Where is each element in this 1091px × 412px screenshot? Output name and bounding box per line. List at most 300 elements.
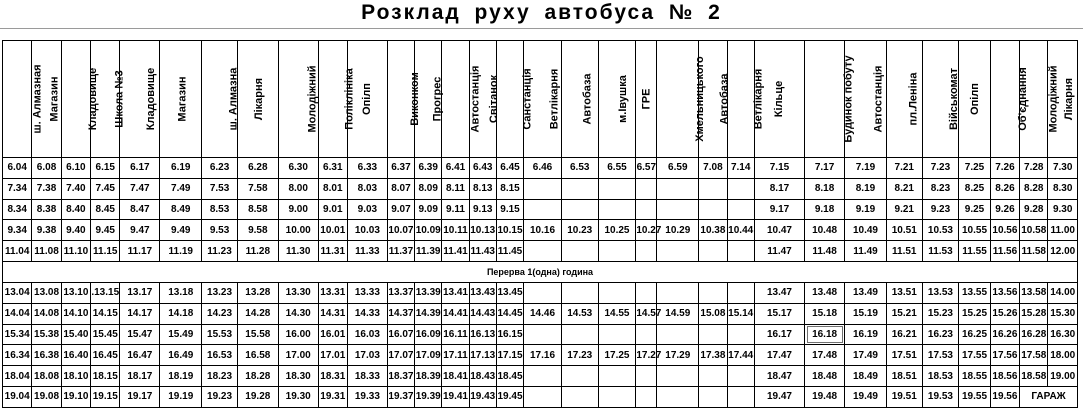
time-cell[interactable] [561, 241, 598, 262]
time-cell[interactable]: 19.23 [202, 386, 238, 407]
time-cell[interactable]: 19.48 [805, 386, 845, 407]
time-cell[interactable]: 17.44 [727, 345, 754, 366]
time-cell[interactable]: 11.55 [959, 241, 990, 262]
time-cell[interactable]: 11.45 [496, 241, 523, 262]
time-cell[interactable]: 10.23 [561, 220, 598, 241]
time-cell[interactable] [524, 386, 562, 407]
time-cell[interactable]: 11.15 [91, 241, 120, 262]
time-cell[interactable] [598, 282, 636, 303]
time-cell[interactable] [524, 282, 562, 303]
time-cell[interactable]: 10.27 [636, 220, 657, 241]
time-cell[interactable]: 19.31 [318, 386, 347, 407]
time-cell[interactable]: 10.03 [347, 220, 387, 241]
time-cell[interactable]: 18.17 [120, 366, 160, 387]
time-cell[interactable] [699, 366, 727, 387]
time-cell[interactable]: 7.38 [32, 178, 61, 199]
time-cell[interactable]: 14.00 [1048, 282, 1078, 303]
time-cell[interactable]: 14.23 [202, 303, 238, 324]
time-cell[interactable]: 17.07 [387, 345, 414, 366]
time-cell[interactable]: 17.55 [959, 345, 990, 366]
time-cell[interactable]: 8.23 [922, 178, 959, 199]
time-cell[interactable]: 16.25 [959, 324, 990, 345]
time-cell[interactable]: 9.28 [1020, 199, 1048, 220]
time-cell[interactable] [699, 324, 727, 345]
time-cell[interactable]: 9.11 [442, 199, 469, 220]
time-cell[interactable]: 8.34 [3, 199, 32, 220]
time-cell[interactable]: 18.31 [318, 366, 347, 387]
time-cell[interactable]: 15.49 [160, 324, 202, 345]
time-cell[interactable]: 8.45 [91, 199, 120, 220]
time-cell[interactable]: 13.45 [496, 282, 523, 303]
time-cell[interactable]: 11.53 [922, 241, 959, 262]
time-cell[interactable]: 7.45 [91, 178, 120, 199]
time-cell[interactable]: 17.29 [657, 345, 699, 366]
time-cell[interactable] [727, 178, 754, 199]
time-cell[interactable]: 11.04 [3, 241, 32, 262]
time-cell[interactable]: 13.43 [469, 282, 496, 303]
time-cell[interactable]: 17.03 [347, 345, 387, 366]
time-cell[interactable] [699, 178, 727, 199]
time-cell[interactable]: 16.21 [886, 324, 922, 345]
time-cell[interactable]: 6.45 [496, 158, 523, 179]
time-cell[interactable]: 9.07 [387, 199, 414, 220]
time-cell[interactable]: 19.56 [990, 386, 1019, 407]
time-cell[interactable]: 8.38 [32, 199, 61, 220]
time-cell[interactable]: 14.43 [469, 303, 496, 324]
time-cell[interactable]: 9.01 [318, 199, 347, 220]
time-cell[interactable] [561, 366, 598, 387]
time-cell[interactable]: 10.48 [805, 220, 845, 241]
time-cell[interactable]: 15.14 [727, 303, 754, 324]
time-cell[interactable]: 17.09 [415, 345, 442, 366]
time-cell[interactable]: 13.41 [442, 282, 469, 303]
time-cell[interactable]: 15.21 [886, 303, 922, 324]
time-cell[interactable]: 10.29 [657, 220, 699, 241]
time-cell[interactable]: 13.47 [754, 282, 804, 303]
time-cell[interactable]: 16.28 [1020, 324, 1048, 345]
time-cell[interactable]: 18.04 [3, 366, 32, 387]
time-cell[interactable]: 18.39 [415, 366, 442, 387]
time-cell[interactable]: 7.58 [237, 178, 278, 199]
time-cell[interactable]: 8.17 [754, 178, 804, 199]
time-cell[interactable] [657, 178, 699, 199]
time-cell[interactable]: 10.58 [1020, 220, 1048, 241]
time-cell[interactable]: 16.18 [805, 324, 845, 345]
time-cell[interactable]: 8.26 [990, 178, 1019, 199]
time-cell[interactable]: 16.23 [922, 324, 959, 345]
time-cell[interactable]: 9.03 [347, 199, 387, 220]
time-cell[interactable]: 15.26 [990, 303, 1019, 324]
time-cell[interactable]: 16.17 [754, 324, 804, 345]
time-cell[interactable]: 13.49 [845, 282, 887, 303]
time-cell[interactable]: 9.38 [32, 220, 61, 241]
time-cell[interactable]: 8.11 [442, 178, 469, 199]
time-cell[interactable]: 19.37 [387, 386, 414, 407]
time-cell[interactable]: 7.08 [699, 158, 727, 179]
time-cell[interactable]: 8.49 [160, 199, 202, 220]
time-cell[interactable]: 9.34 [3, 220, 32, 241]
time-cell[interactable]: 9.15 [496, 199, 523, 220]
time-cell[interactable]: 14.31 [318, 303, 347, 324]
time-cell[interactable]: 10.01 [318, 220, 347, 241]
time-cell[interactable]: 11.30 [278, 241, 318, 262]
time-cell[interactable]: 14.45 [496, 303, 523, 324]
time-cell[interactable]: 9.47 [120, 220, 160, 241]
time-cell[interactable]: 6.59 [657, 158, 699, 179]
time-cell[interactable]: 10.11 [442, 220, 469, 241]
time-cell[interactable]: 18.30 [278, 366, 318, 387]
time-cell[interactable]: 9.19 [845, 199, 887, 220]
time-cell[interactable] [636, 199, 657, 220]
time-cell[interactable]: 18.19 [160, 366, 202, 387]
time-cell[interactable]: 7.49 [160, 178, 202, 199]
time-cell[interactable]: 6.46 [524, 158, 562, 179]
time-cell[interactable]: 13.23 [202, 282, 238, 303]
time-cell[interactable]: 13.58 [1020, 282, 1048, 303]
time-cell[interactable]: 14.39 [415, 303, 442, 324]
time-cell[interactable]: 15.53 [202, 324, 238, 345]
time-cell[interactable]: 18.53 [922, 366, 959, 387]
time-cell[interactable]: 16.40 [61, 345, 90, 366]
time-cell[interactable] [657, 199, 699, 220]
time-cell[interactable]: 9.25 [959, 199, 990, 220]
time-cell[interactable]: 8.40 [61, 199, 90, 220]
time-cell[interactable] [524, 199, 562, 220]
time-cell[interactable]: 17.38 [699, 345, 727, 366]
time-cell[interactable]: 10.15 [496, 220, 523, 241]
time-cell[interactable]: 14.57 [636, 303, 657, 324]
time-cell[interactable]: 6.04 [3, 158, 32, 179]
time-cell[interactable] [636, 178, 657, 199]
time-cell[interactable]: 6.28 [237, 158, 278, 179]
time-cell[interactable]: 19.19 [160, 386, 202, 407]
time-cell[interactable]: 16.34 [3, 345, 32, 366]
time-cell[interactable]: 6.43 [469, 158, 496, 179]
time-cell[interactable]: 6.55 [598, 158, 636, 179]
time-cell[interactable]: 9.17 [754, 199, 804, 220]
time-cell[interactable]: 13.04 [3, 282, 32, 303]
time-cell[interactable] [699, 199, 727, 220]
time-cell[interactable] [657, 366, 699, 387]
time-cell[interactable] [561, 324, 598, 345]
time-cell[interactable]: 19.04 [3, 386, 32, 407]
time-cell[interactable]: 8.28 [1020, 178, 1048, 199]
time-cell[interactable] [561, 199, 598, 220]
time-cell[interactable] [727, 386, 754, 407]
time-cell[interactable]: 16.49 [160, 345, 202, 366]
time-cell[interactable]: 8.21 [886, 178, 922, 199]
time-cell[interactable] [561, 178, 598, 199]
time-cell[interactable]: 15.58 [237, 324, 278, 345]
time-cell[interactable]: 10.47 [754, 220, 804, 241]
time-cell[interactable]: 8.13 [469, 178, 496, 199]
time-cell[interactable]: 16.11 [442, 324, 469, 345]
time-cell[interactable]: 15.19 [845, 303, 887, 324]
time-cell[interactable]: 10.56 [990, 220, 1019, 241]
time-cell[interactable] [598, 366, 636, 387]
time-cell[interactable]: 17.49 [845, 345, 887, 366]
time-cell[interactable]: 7.26 [990, 158, 1019, 179]
time-cell[interactable]: 14.41 [442, 303, 469, 324]
time-cell[interactable]: 18.47 [754, 366, 804, 387]
time-cell[interactable]: 13.56 [990, 282, 1019, 303]
time-cell[interactable]: 16.26 [990, 324, 1019, 345]
time-cell[interactable]: 7.53 [202, 178, 238, 199]
time-cell[interactable]: 9.58 [237, 220, 278, 241]
time-cell[interactable]: 11.19 [160, 241, 202, 262]
time-cell[interactable]: 13.39 [415, 282, 442, 303]
time-cell[interactable]: 6.17 [120, 158, 160, 179]
time-cell[interactable] [524, 366, 562, 387]
time-cell[interactable]: 6.23 [202, 158, 238, 179]
time-cell[interactable]: 11.10 [61, 241, 90, 262]
time-cell[interactable]: 9.13 [469, 199, 496, 220]
time-cell[interactable] [699, 241, 727, 262]
time-cell[interactable]: 15.25 [959, 303, 990, 324]
time-cell[interactable]: 12.00 [1048, 241, 1078, 262]
time-cell[interactable]: 13.28 [237, 282, 278, 303]
time-cell[interactable]: 14.10 [61, 303, 90, 324]
time-cell[interactable]: 17.58 [1020, 345, 1048, 366]
time-cell[interactable] [598, 241, 636, 262]
time-cell[interactable]: 8.03 [347, 178, 387, 199]
time-cell[interactable]: 19.30 [278, 386, 318, 407]
time-cell[interactable]: 6.31 [318, 158, 347, 179]
time-cell[interactable]: 6.33 [347, 158, 387, 179]
time-cell[interactable]: 15.17 [754, 303, 804, 324]
time-cell[interactable]: 11.37 [387, 241, 414, 262]
time-cell[interactable]: 7.23 [922, 158, 959, 179]
time-cell[interactable]: 6.39 [415, 158, 442, 179]
time-cell[interactable]: 10.38 [699, 220, 727, 241]
time-cell[interactable]: 11.58 [1020, 241, 1048, 262]
time-cell[interactable]: 8.25 [959, 178, 990, 199]
time-cell[interactable]: 10.44 [727, 220, 754, 241]
time-cell[interactable]: 19.41 [442, 386, 469, 407]
time-cell[interactable]: 9.26 [990, 199, 1019, 220]
time-cell[interactable]: 19.39 [415, 386, 442, 407]
time-cell[interactable]: 16.15 [496, 324, 523, 345]
time-cell[interactable]: 16.53 [202, 345, 238, 366]
time-cell[interactable] [598, 386, 636, 407]
time-cell[interactable]: 18.43 [469, 366, 496, 387]
time-cell[interactable]: 18.10 [61, 366, 90, 387]
time-cell[interactable]: 7.47 [120, 178, 160, 199]
time-cell[interactable]: 13.31 [318, 282, 347, 303]
time-cell[interactable]: 13.17 [120, 282, 160, 303]
time-cell[interactable]: 14.55 [598, 303, 636, 324]
time-cell[interactable]: 10.09 [415, 220, 442, 241]
time-cell[interactable]: 13.53 [922, 282, 959, 303]
time-cell[interactable]: 15.23 [922, 303, 959, 324]
time-cell[interactable]: 13.55 [959, 282, 990, 303]
time-cell[interactable]: 18.23 [202, 366, 238, 387]
time-cell[interactable]: 19.49 [845, 386, 887, 407]
time-cell[interactable]: 15.18 [805, 303, 845, 324]
time-cell[interactable]: 6.53 [561, 158, 598, 179]
time-cell[interactable]: 19.53 [922, 386, 959, 407]
time-cell[interactable]: 7.19 [845, 158, 887, 179]
time-cell[interactable]: 17.25 [598, 345, 636, 366]
time-cell[interactable]: 14.15 [91, 303, 120, 324]
time-cell[interactable]: 18.37 [387, 366, 414, 387]
time-cell[interactable]: 11.41 [442, 241, 469, 262]
time-cell[interactable]: 18.00 [1048, 345, 1078, 366]
time-cell[interactable]: 8.53 [202, 199, 238, 220]
time-cell[interactable]: 10.16 [524, 220, 562, 241]
time-cell[interactable]: ГАРАЖ [1020, 386, 1078, 407]
time-cell[interactable] [636, 386, 657, 407]
time-cell[interactable]: 11.43 [469, 241, 496, 262]
time-cell[interactable]: 17.23 [561, 345, 598, 366]
time-cell[interactable]: 11.17 [120, 241, 160, 262]
time-cell[interactable]: 11.56 [990, 241, 1019, 262]
time-cell[interactable]: 18.58 [1020, 366, 1048, 387]
time-cell[interactable]: 19.15 [91, 386, 120, 407]
time-cell[interactable]: 9.40 [61, 220, 90, 241]
time-cell[interactable]: 14.17 [120, 303, 160, 324]
time-cell[interactable]: 14.04 [3, 303, 32, 324]
time-cell[interactable]: 13.48 [805, 282, 845, 303]
time-cell[interactable]: 14.53 [561, 303, 598, 324]
time-cell[interactable]: 6.10 [61, 158, 90, 179]
time-cell[interactable]: 17.51 [886, 345, 922, 366]
time-cell[interactable]: 9.23 [922, 199, 959, 220]
time-cell[interactable]: 11.49 [845, 241, 887, 262]
time-cell[interactable]: 9.53 [202, 220, 238, 241]
time-cell[interactable]: 10.07 [387, 220, 414, 241]
time-cell[interactable]: 13.08 [32, 282, 61, 303]
time-cell[interactable]: 7.34 [3, 178, 32, 199]
time-cell[interactable]: 17.15 [496, 345, 523, 366]
time-cell[interactable]: 9.49 [160, 220, 202, 241]
time-cell[interactable]: 17.48 [805, 345, 845, 366]
time-cell[interactable]: 14.37 [387, 303, 414, 324]
time-cell[interactable]: 15.34 [3, 324, 32, 345]
time-cell[interactable]: 8.18 [805, 178, 845, 199]
time-cell[interactable]: 6.30 [278, 158, 318, 179]
time-cell[interactable]: 19.43 [469, 386, 496, 407]
time-cell[interactable]: 16.47 [120, 345, 160, 366]
time-cell[interactable] [727, 366, 754, 387]
time-cell[interactable]: 18.49 [845, 366, 887, 387]
time-cell[interactable]: 8.30 [1048, 178, 1078, 199]
time-cell[interactable]: 15.47 [120, 324, 160, 345]
time-cell[interactable]: 7.40 [61, 178, 90, 199]
time-cell[interactable]: 13.18 [160, 282, 202, 303]
time-cell[interactable]: 8.47 [120, 199, 160, 220]
time-cell[interactable]: 11.39 [415, 241, 442, 262]
time-cell[interactable] [636, 241, 657, 262]
time-cell[interactable]: 19.55 [959, 386, 990, 407]
time-cell[interactable]: 8.15 [496, 178, 523, 199]
time-cell[interactable] [524, 324, 562, 345]
time-cell[interactable]: 19.33 [347, 386, 387, 407]
time-cell[interactable]: 18.28 [237, 366, 278, 387]
time-cell[interactable]: 11.48 [805, 241, 845, 262]
time-cell[interactable]: 18.51 [886, 366, 922, 387]
time-cell[interactable]: 8.19 [845, 178, 887, 199]
time-cell[interactable]: 14.33 [347, 303, 387, 324]
time-cell[interactable]: 7.14 [727, 158, 754, 179]
time-cell[interactable]: 17.00 [278, 345, 318, 366]
time-cell[interactable]: 15.45 [91, 324, 120, 345]
time-cell[interactable]: 11.47 [754, 241, 804, 262]
time-cell[interactable]: 6.19 [160, 158, 202, 179]
time-cell[interactable] [657, 241, 699, 262]
time-cell[interactable]: 13.10 [61, 282, 90, 303]
time-cell[interactable]: 6.15 [91, 158, 120, 179]
time-cell[interactable] [598, 178, 636, 199]
time-cell[interactable]: 10.51 [886, 220, 922, 241]
time-cell[interactable]: 7.30 [1048, 158, 1078, 179]
time-cell[interactable]: 18.45 [496, 366, 523, 387]
time-cell[interactable]: 13.33 [347, 282, 387, 303]
time-cell[interactable]: 15.40 [61, 324, 90, 345]
time-cell[interactable]: 7.21 [886, 158, 922, 179]
time-cell[interactable]: 8.01 [318, 178, 347, 199]
time-cell[interactable]: 16.38 [32, 345, 61, 366]
time-cell[interactable]: 17.13 [469, 345, 496, 366]
time-cell[interactable]: 16.30 [1048, 324, 1078, 345]
time-cell[interactable]: 16.00 [278, 324, 318, 345]
time-cell[interactable]: 14.30 [278, 303, 318, 324]
time-cell[interactable]: 19.08 [32, 386, 61, 407]
time-cell[interactable]: 14.28 [237, 303, 278, 324]
time-cell[interactable]: 8.00 [278, 178, 318, 199]
time-cell[interactable]: 18.33 [347, 366, 387, 387]
time-cell[interactable]: 16.19 [845, 324, 887, 345]
time-cell[interactable] [699, 282, 727, 303]
time-cell[interactable]: 16.01 [318, 324, 347, 345]
time-cell[interactable] [561, 282, 598, 303]
time-cell[interactable]: 17.53 [922, 345, 959, 366]
time-cell[interactable]: 18.48 [805, 366, 845, 387]
time-cell[interactable] [727, 241, 754, 262]
time-cell[interactable]: 6.41 [442, 158, 469, 179]
time-cell[interactable]: 11.51 [886, 241, 922, 262]
time-cell[interactable]: 8.07 [387, 178, 414, 199]
time-cell[interactable]: 19.51 [886, 386, 922, 407]
time-cell[interactable]: 14.46 [524, 303, 562, 324]
time-cell[interactable]: 9.21 [886, 199, 922, 220]
time-cell[interactable]: 15.30 [1048, 303, 1078, 324]
time-cell[interactable] [727, 324, 754, 345]
time-cell[interactable]: 19.47 [754, 386, 804, 407]
time-cell[interactable]: 18.56 [990, 366, 1019, 387]
time-cell[interactable]: 11.08 [32, 241, 61, 262]
time-cell[interactable]: 10.25 [598, 220, 636, 241]
time-cell[interactable]: 7.17 [805, 158, 845, 179]
time-cell[interactable]: 17.27 [636, 345, 657, 366]
time-cell[interactable]: 8.09 [415, 178, 442, 199]
time-cell[interactable] [727, 199, 754, 220]
time-cell[interactable]: 11.00 [1048, 220, 1078, 241]
time-cell[interactable]: 17.11 [442, 345, 469, 366]
time-cell[interactable]: 9.45 [91, 220, 120, 241]
time-cell[interactable]: 11.31 [318, 241, 347, 262]
time-cell[interactable]: 10.53 [922, 220, 959, 241]
time-cell[interactable]: 16.09 [415, 324, 442, 345]
time-cell[interactable]: 19.45 [496, 386, 523, 407]
time-cell[interactable] [636, 366, 657, 387]
time-cell[interactable] [727, 282, 754, 303]
time-cell[interactable]: 11.28 [237, 241, 278, 262]
time-cell[interactable]: 19.00 [1048, 366, 1078, 387]
time-cell[interactable]: 15.28 [1020, 303, 1048, 324]
time-cell[interactable]: 10.13 [469, 220, 496, 241]
time-cell[interactable]: 6.08 [32, 158, 61, 179]
